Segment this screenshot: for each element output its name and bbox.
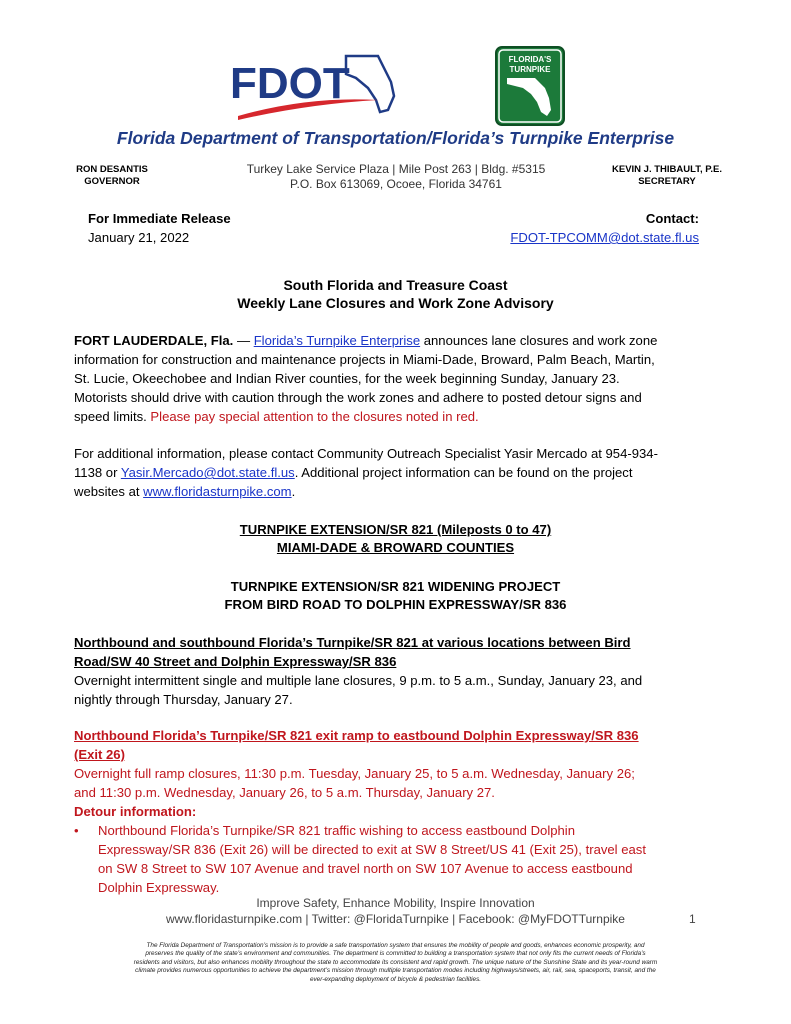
fdot-logo [228, 50, 396, 122]
page-number: 1 [689, 912, 696, 926]
closure-item-2 [74, 726, 719, 821]
item2-heading-line2: (Exit 26) [74, 747, 125, 762]
intro-line5: speed limits. [74, 409, 151, 424]
item2-body-line2: and 11:30 p.m. Wednesday, January 26, to 5 a.m. Thursday, January 27. [74, 785, 495, 800]
contact-line2-rest: . Additional project information can be found on the project [294, 465, 633, 480]
secretary-name: KEVIN J. THIBAULT, P.E. [612, 164, 722, 175]
address-line2: P.O. Box 613069, Ocoee, Florida 34761 [290, 177, 502, 191]
governor-name: RON DESANTIS [76, 164, 148, 175]
release-label: For Immediate Release [88, 211, 231, 226]
headline-line2: Weekly Lane Closures and Work Zone Advisory [237, 295, 554, 311]
mission-line4: climate provides numerous opportunities to achieve the department’s mission through multiple transportation modes including highways/streets, air, rail, sea, spaceports, transit, and the [135, 967, 656, 975]
mission-line2: preserves the quality of the state’s environment and communities. The department is committed to building a transportation system that not only fits the current needs of Florida’s [145, 950, 646, 958]
footer-links: www.floridasturnpike.com | Twitter: @FloridaTurnpike | Facebook: @MyFDOTTurnpike [166, 912, 625, 926]
governor-title: GOVERNOR [84, 176, 140, 187]
org-title: Florida Department of Transportation/Florida’s Turnpike Enterprise [116, 128, 675, 148]
item1-body-line1: Overnight intermittent single and multiple lane closures, 9 p.m. to 5 a.m., Sunday, January 23, and [74, 673, 643, 688]
contact-label: Contact: [645, 211, 699, 226]
closure-item-1 [74, 633, 719, 709]
secretary-title: SECRETARY [638, 176, 696, 187]
item2-heading-line1: Northbound Florida’s Turnpike/SR 821 exit ramp to eastbound Dolphin Expressway/SR 836 [74, 728, 639, 743]
contact-line3-start: websites at [74, 484, 144, 499]
address-block [226, 162, 566, 192]
bullet-line3: on SW 8 Street to SW 107 Avenue and travel north on SW 107 Avenue to access eastbound [98, 861, 633, 876]
detour-bullet [74, 821, 719, 897]
governor-block [52, 164, 172, 188]
intro-line3: St. Lucie, Okeechobee and Indian River counties, for the week beginning Sunday, January 23. [74, 371, 620, 386]
fdot-logo-text: FDOT [230, 59, 350, 108]
intro-line2: information for construction and maintenance projects in Miami-Dade, Broward, Palm Beach, Martin, [74, 352, 655, 367]
mission-line3: residents and visitors, but also enhances mobility throughout the state to accommodate its consistent and rapid growth. The unique nature of the Sunshine State and its year-round warm [133, 958, 658, 966]
contact-line2-start: 1138 or [74, 465, 121, 480]
footer-tagline: Improve Safety, Enhance Mobility, Inspire Innovation [256, 896, 535, 910]
turnpike-logo [495, 46, 565, 126]
turnpike-logo-line1: FLORIDA'S [508, 55, 552, 64]
bullet-line1: Northbound Florida’s Turnpike/SR 821 traffic wishing to access eastbound Dolphin [98, 823, 575, 838]
bullet-line4: Dolphin Expressway. [98, 880, 220, 895]
detour-label: Detour information: [74, 804, 197, 819]
intro-paragraph [74, 331, 719, 426]
release-date: January 21, 2022 [88, 230, 190, 245]
contact-paragraph [74, 444, 719, 501]
intro-line1-rest: announces lane closures and work zone [420, 333, 658, 348]
section-title-line1: TURNPIKE EXTENSION/SR 821 (Mileposts 0 to 47) [239, 522, 552, 537]
project-title-line1: TURNPIKE EXTENSION/SR 821 WIDENING PROJECT [230, 579, 561, 594]
project-title-line2: FROM BIRD ROAD TO DOLPHIN EXPRESSWAY/SR 836 [224, 597, 567, 612]
website-link[interactable]: www.floridasturnpike.com [143, 484, 292, 499]
item1-heading-line2: Road/SW 40 Street and Dolphin Expressway/SR 836 [74, 654, 397, 669]
intro-line4: Motorists should drive with caution through the work zones and adhere to posted detour signs and [74, 390, 642, 405]
item1-body-line2: nightly through Thursday, January 27. [74, 692, 293, 707]
bullet-dot: • [74, 823, 79, 838]
red-notice: Please pay special attention to the closures noted in red. [150, 409, 479, 424]
headline-line1: South Florida and Treasure Coast [283, 277, 508, 293]
item1-heading-line1: Northbound and southbound Florida’s Turnpike/SR 821 at various locations between Bird [74, 635, 631, 650]
contact-line3-end: . [291, 484, 296, 499]
dateline-dash: — [233, 333, 254, 348]
turnpike-enterprise-link[interactable]: Florida’s Turnpike Enterprise [253, 333, 421, 348]
section-title-line2: MIAMI-DADE & BROWARD COUNTIES [276, 540, 515, 555]
bullet-line2: Expressway/SR 836 (Exit 26) will be directed to exit at SW 8 Street/US 41 (Exit 25), travel east [98, 842, 646, 857]
dateline: FORT LAUDERDALE, Fla. [74, 333, 234, 348]
contact-line1: For additional information, please contact Community Outreach Specialist Yasir Mercado at 954-934- [74, 446, 658, 461]
contact-email-link[interactable]: FDOT-TPCOMM@dot.state.fl.us [510, 230, 699, 245]
mission-line5: ever-expanding deployment of bicycle & pedestrian facilities. [309, 975, 482, 983]
mission-statement [88, 942, 703, 984]
secretary-block [592, 164, 742, 188]
mission-line1: The Florida Department of Transportation’s mission is to provide a safe transportation system that ensures the mobility of people and goods, enhances economic prosperity, and [146, 942, 645, 949]
item2-body-line1: Overnight full ramp closures, 11:30 p.m. Tuesday, January 25, to 5 a.m. Wednesday, January 26; [74, 766, 635, 781]
outreach-email-link[interactable]: Yasir.Mercado@dot.state.fl.us [120, 465, 295, 480]
address-line1: Turkey Lake Service Plaza | Mile Post 263 | Bldg. #5315 [246, 162, 546, 176]
turnpike-logo-line2: TURNPIKE [509, 65, 551, 74]
